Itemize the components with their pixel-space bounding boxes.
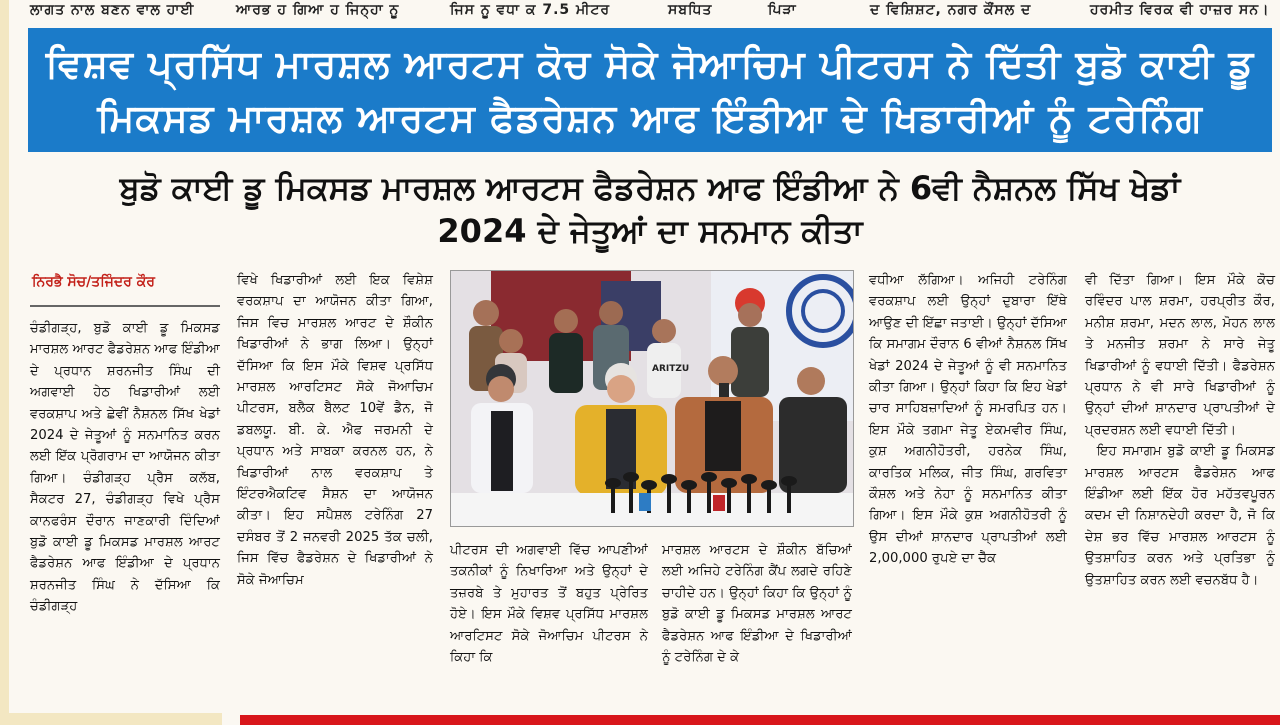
column-text: ਪੀਟਰਸ ਦੀ ਅਗਵਾਈ ਵਿੱਚ ਆਪਣੀਆਂ ਤਕਨੀਕਾਂ ਨੂੰ ਨਿਖਾਰਿਆ ਅਤੇ ਉਨ੍ਹਾਂ ਦੇ ਤਜ਼ਰਬੇ ਤੇ ਮੁਹਾਰਤ ਤੋਂ ਬਹੁਤ ਪ੍ਰੇਰਿਤ ਹੋਏ। ਇਸ ਮੌਕੇ ਵਿਸ਼ਵ ਪ੍ਰਸਿੱਧ ਮਾਰਸ਼ਲ ਆਰਟਿਸਟ ਸੋਕੇ ਜੋਆਚਿਮ ਪੀਟਰਸ ਨੇ ਕਿਹਾ ਕਿ — [450, 543, 648, 666]
previous-article-strip — [28, 0, 1280, 22]
article-column-4 — [662, 540, 852, 668]
top-strip-fragment: ਸਬਧਿਤ — [668, 2, 713, 18]
article-column-2 — [237, 270, 433, 591]
column-text: ਵਧੀਆ ਲੱਗਿਆ। ਅਜਿਹੀ ਟਰੇਨਿੰਗ ਵਰਕਸ਼ਾਪ ਲਈ ਉਨ੍ਹਾਂ ਦੁਬਾਰਾ ਇੱਥੇ ਆਉਣ ਦੀ ਇੱਛਾ ਜਤਾਈ। ਉਨ੍ਹਾਂ ਦੱਸਿਆ ਕਿ ਸਮਾਗਮ ਦੌਰਾਨ 6 ਵੀਆਂ ਨੈਸ਼ਨਲ ਸਿੱਖ ਖੇਡਾਂ 2024 ਦੇ ਜੇਤੂਆਂ ਨੂੰ ਵੀ ਸਨਮਾਨਿਤ ਕੀਤਾ ਗਿਆ। ਉਨ੍ਹਾਂ ਕਿਹਾ ਕਿ ਇਹ ਖੇਡਾਂ ਚਾਰ ਸਾਹਿਬਜ਼ਾਦਿਆਂ ਨੂੰ ਸਮਰਪਿਤ ਹਨ। ਇਸ ਮੌਕੇ ਤਗਮਾ ਜੇਤੂ ਏਕਮਵੀਰ ਸਿੰਘ, ਕੁਸ਼ ਅਗਨੀਹੋਤਰੀ, ਹਰਨੇਕ ਸਿੰਘ, ਕਾਰਤਿਕ ਮਲਿਕ, ਜੀਤ ਸਿੰਘ, ਗਰਵਿਤਾ ਕੌਸ਼ਲ ਅਤੇ ਨੇਹਾ ਨੂੰ ਸਨਮਾਨਿਤ ਕੀਤਾ ਗਿਆ। ਇਸ ਮੌਕੇ ਕੁਸ਼ ਅਗਨੀਹੋਤਰੀ ਨੂੰ ਉਸ ਦੀਆਂ ਸ਼ਾਨਦਾਰ ਪ੍ਰਾਪਤੀਆਂ ਲਈ 2,00,000 ਰੁਪਏ ਦਾ ਚੈੱਕ — [869, 273, 1067, 567]
article-column-5 — [869, 270, 1067, 570]
column-text: ਚੰਡੀਗੜ੍ਹ, ਬੁਡੋ ਕਾਈ ਡੂ ਮਿਕਸਡ ਮਾਰਸ਼ਲ ਆਰਟ ਫੈਡਰੇਸ਼ਨ ਆਫ ਇੰਡੀਆ ਦੇ ਪ੍ਰਧਾਨ ਸ਼ਰਨਜੀਤ ਸਿੰਘ ਦੀ ਅਗਵਾਈ ਹੇਠ ਖਿਡਾਰੀਆਂ ਲਈ ਵਰਕਸ਼ਾਪ ਅਤੇ ਛੇਵੀਂ ਨੈਸ਼ਨਲ ਸਿੱਖ ਖੇਡਾਂ 2024 ਦੇ ਜੇਤੂਆਂ ਨੂੰ ਸਨਮਾਨਿਤ ਕਰਨ ਲਈ ਇੱਕ ਪ੍ਰੋਗਰਾਮ ਦਾ ਆਯੋਜਨ ਕੀਤਾ ਗਿਆ। ਚੰਡੀਗੜ੍ਹ ਪ੍ਰੈਸ ਕਲੱਬ, ਸੈਕਟਰ 27, ਚੰਡੀਗੜ੍ਹ ਵਿਖੇ ਪ੍ਰੈਸ ਕਾਨਫਰੰਸ ਦੌਰਾਨ ਜਾਣਕਾਰੀ ਦਿੰਦਿਆਂ ਬੁਡੋ ਕਾਈ ਡੂ ਮਿਕਸਡ ਮਾਰਸ਼ਲ ਆਰਟ ਫੈਡਰੇਸ਼ਨ ਆਫ ਇੰਡੀਆ ਦੇ ਪ੍ਰਧਾਨ ਸ਼ਰਨਜੀਤ ਸਿੰਘ ਨੇ ਦੱਸਿਆ ਕਿ ਚੰਡੀਗੜ੍ਹ — [30, 321, 220, 615]
top-strip-fragment: ਜਿਸ ਨੂ ਵਧਾ ਕ 7.5 ਮੀਟਰ — [450, 2, 611, 18]
column-text: ਮਾਰਸ਼ਲ ਆਰਟਸ ਦੇ ਸ਼ੌਕੀਨ ਬੱਚਿਆਂ ਲਈ ਅਜਿਹੇ ਟਰੇਨਿੰਗ ਕੈਂਪ ਲਗਦੇ ਰਹਿਣੇ ਚਾਹੀਦੇ ਹਨ। ਉਨ੍ਹਾਂ ਕਿਹਾ ਕਿ ਉਨ੍ਹਾਂ ਨੂੰ ਬੁਡੋ ਕਾਈ ਡੂ ਮਿਕਸਡ ਮਾਰਸ਼ਲ ਆਰਟ ਫੈਡਰੇਸ਼ਨ ਆਫ ਇੰਡੀਆ ਦੇ ਖਿਡਾਰੀਆਂ ਨੂੰ ਟਰੇਨਿੰਗ ਦੇ ਕੇ — [662, 543, 852, 666]
byline-divider — [30, 305, 220, 307]
column-text: ਇਹ ਸਮਾਗਮ ਬੁਡੋ ਕਾਈ ਡੂ ਮਿਕਸਡ ਮਾਰਸ਼ਲ ਆਰਟਸ ਫੈਡਰੇਸ਼ਨ ਆਫ ਇੰਡੀਆ ਲਈ ਇੱਕ ਹੋਰ ਮਹੱਤਵਪੂਰਨ ਕਦਮ ਦੀ ਨਿਸ਼ਾਨਦੇਹੀ ਕਰਦਾ ਹੈ, ਜੋ ਕਿ ਦੇਸ਼ ਭਰ ਵਿੱਚ ਮਾਰਸ਼ਲ ਆਰਟਸ ਨੂੰ ਉਤਸ਼ਾਹਿਤ ਕਰਨ ਅਤੇ ਪ੍ਰਤਿਭਾ ਨੂੰ ਉਤਸ਼ਾਹਿਤ ਕਰਨ ਲਈ ਵਚਨਬੱਧ ਹੈ। — [1085, 444, 1275, 588]
article-column-3 — [450, 540, 648, 668]
bottom-red-rule — [240, 715, 1280, 725]
sub-headline-line-1: ਬੁਡੋ ਕਾਈ ਡੂ ਮਿਕਸਡ ਮਾਰਸ਼ਲ ਆਰਟਸ ਫੈਡਰੇਸ਼ਨ ਆਫ ਇੰਡੀਆ ਨੇ 6ਵੀ ਨੈਸ਼ਨਲ ਸਿੱਖ ਖੇਡਾਂ — [119, 169, 1181, 207]
top-strip-fragment: ਪਿੜਾ — [768, 2, 797, 18]
top-strip-fragment: ਹਰਮੀਤ ਵਿਰਕ ਵੀ ਹਾਜ਼ਰ ਸਨ। — [1090, 2, 1270, 18]
banner-line-2: ਮਿਕਸਡ ਮਾਰਸ਼ਲ ਆਰਟਸ ਫੈਡਰੇਸ਼ਨ ਆਫ ਇੰਡੀਆ ਦੇ ਖਿਡਾਰੀਆਂ ਨੂੰ ਟਰੇਨਿੰਗ — [97, 96, 1203, 140]
top-strip-fragment: ਲਾਗਤ ਨਾਲ ਬਣਨ ਵਾਲ ਹਾਈ — [30, 2, 195, 18]
press-conference-photo — [450, 270, 854, 527]
headline-banner — [28, 28, 1272, 152]
page-corner-strip — [0, 713, 222, 725]
top-strip-fragment: ਆਰਭ ਹ ਗਿਆ ਹ ਜਿਨ੍ਹਾ ਨੂ — [236, 2, 400, 18]
sub-headline-line-2: 2024 ਦੇ ਜੇਤੂਆਂ ਦਾ ਸਨਮਾਨ ਕੀਤਾ — [437, 212, 863, 250]
shirt-text: ARITZU — [652, 364, 690, 374]
column-text: ਵੀ ਦਿੱਤਾ ਗਿਆ। ਇਸ ਮੌਕੇ ਕੋਚ ਰਵਿੰਦਰ ਪਾਲ ਸ਼ਰਮਾ, ਹਰਪ੍ਰੀਤ ਕੌਰ, ਮਨੀਸ਼ ਸ਼ਰਮਾ, ਮਦਨ ਲਾਲ, ਮੋਹਨ ਲਾਲ ਤੇ ਮਨਜੀਤ ਸ਼ਰਮਾ ਨੇ ਸਾਰੇ ਜੇਤੂ ਖਿਡਾਰੀਆਂ ਨੂੰ ਵਧਾਈ ਦਿੱਤੀ। ਫੈਡਰੇਸ਼ਨ ਪ੍ਰਧਾਨ ਨੇ ਵੀ ਸਾਰੇ ਖਿਡਾਰੀਆਂ ਨੂੰ ਉਨ੍ਹਾਂ ਦੀਆਂ ਸ਼ਾਨਦਾਰ ਪ੍ਰਾਪਤੀਆਂ ਦੇ ਪ੍ਰਦਰਸ਼ਨ ਲਈ ਵਧਾਈ ਦਿੱਤੀ। — [1085, 273, 1275, 438]
byline: ਨਿਰਭੈ ਸੋਚ/ਤਜਿੰਦਰ ਕੌਰ — [32, 274, 155, 290]
article-column-6 — [1085, 270, 1275, 591]
column-text: ਵਿਖੇ ਖਿਡਾਰੀਆਂ ਲਈ ਇਕ ਵਿਸ਼ੇਸ਼ ਵਰਕਸ਼ਾਪ ਦਾ ਆਯੋਜਨ ਕੀਤਾ ਗਿਆ, ਜਿਸ ਵਿਚ ਮਾਰਸ਼ਲ ਆਰਟ ਦੇ ਸ਼ੌਕੀਨ ਖਿਡਾਰੀਆਂ ਨੇ ਭਾਗ ਲਿਆ। ਉਨ੍ਹਾਂ ਦੱਸਿਆ ਕਿ ਇਸ ਮੌਕੇ ਵਿਸ਼ਵ ਪ੍ਰਸਿੱਧ ਮਾਰਸ਼ਲ ਆਰਟਿਸਟ ਸੋਕੇ ਜੋਆਚਿਮ ਪੀਟਰਸ, ਬਲੈਕ ਬੈਲਟ 10ਵੇਂ ਡੈਨ, ਜੋ ਡਬਲਯੂ. ਬੀ. ਕੇ. ਐਫ ਜਰਮਨੀ ਦੇ ਪ੍ਰਧਾਨ ਅਤੇ ਸਾਬਕਾ ਕਰਨਲ ਹਨ, ਨੇ ਖਿਡਾਰੀਆਂ ਨਾਲ ਵਰਕਸ਼ਾਪ ਤੇ ਇੰਟਰਐਕਟਿਵ ਸੈਸ਼ਨ ਦਾ ਆਯੋਜਨ ਕੀਤਾ। ਇਹ ਸਪੈਸ਼ਲ ਟਰੇਨਿੰਗ 27 ਦਸੰਬਰ ਤੋਂ 2 ਜਨਵਰੀ 2025 ਤੱਕ ਚਲੀ, ਜਿਸ ਵਿੱਚ ਫੈਡਰੇਸ਼ਨ ਦੇ ਖਿਡਾਰੀਆਂ ਨੇ ਸੋਕੇ ਜੋਆਚਿਮ — [237, 273, 433, 588]
article-column-1 — [30, 318, 220, 618]
top-strip-fragment: ਦ ਵਿਸ਼ਿਸ਼ਟ, ਨਗਰ ਕੌਂਸਲ ਦ — [870, 2, 1032, 18]
photo-illustration — [451, 271, 853, 526]
banner-line-1: ਵਿਸ਼ਵ ਪ੍ਰਸਿੱਧ ਮਾਰਸ਼ਲ ਆਰਟਸ ਕੋਚ ਸੋਕੇ ਜੋਆਚਿਮ ਪੀਟਰਸ ਨੇ ਦਿੱਤੀ ਬੁਡੋ ਕਾਈ ਡੂ — [45, 42, 1255, 86]
page-edge-strip — [0, 0, 9, 725]
